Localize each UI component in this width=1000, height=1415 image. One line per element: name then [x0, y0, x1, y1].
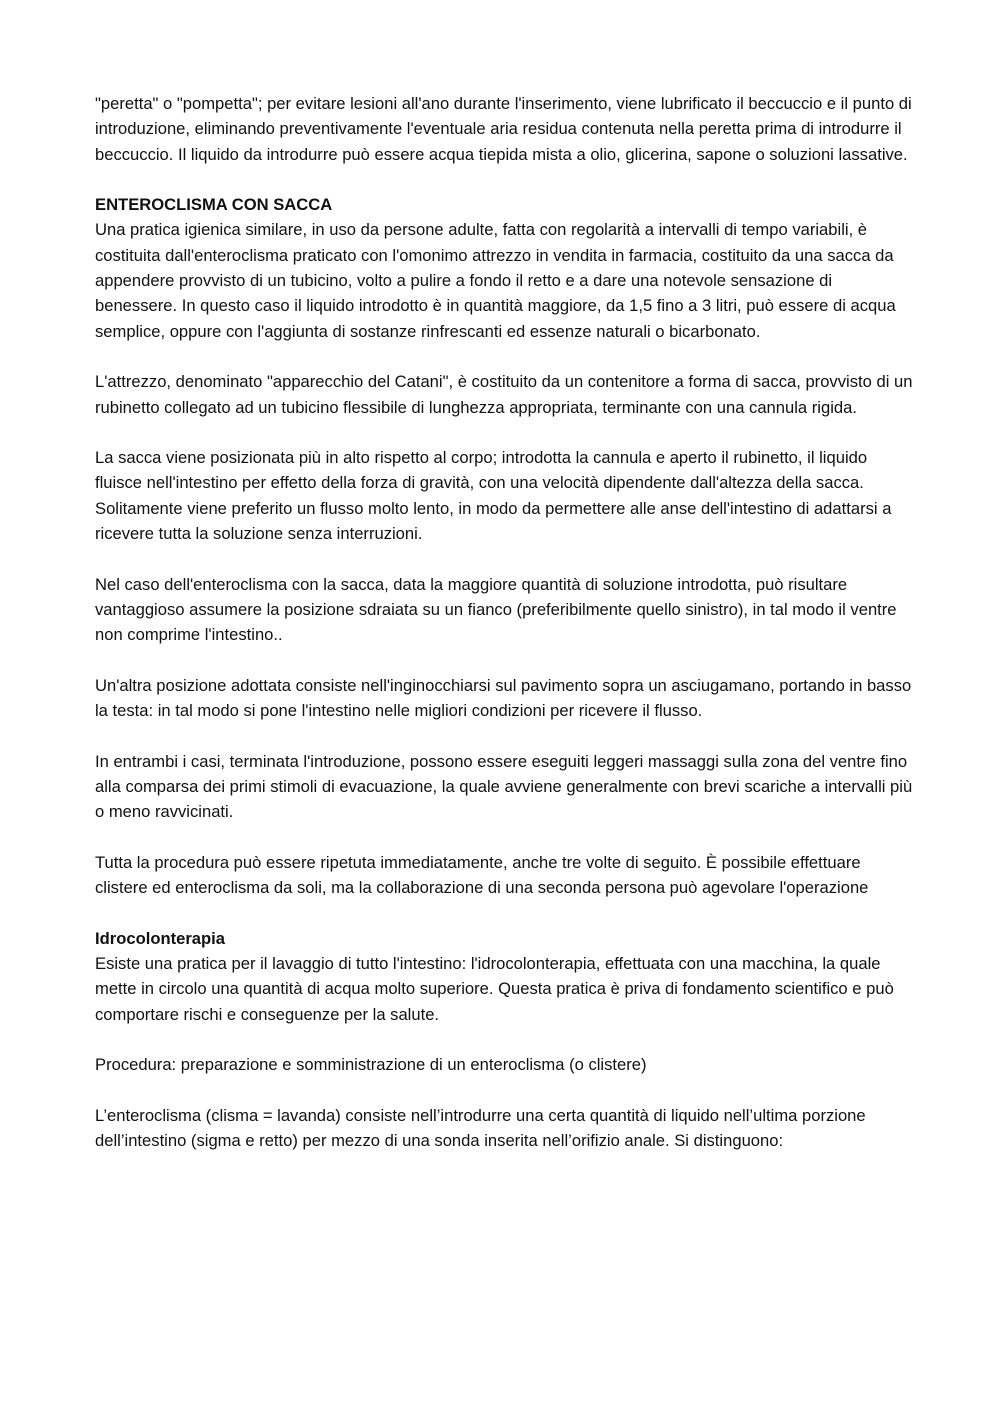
paragraph-block — [95, 673, 915, 724]
intro-paragraph: "peretta" o "pompetta"; per evitare lesioni all'ano durante l'inserimento, viene lubrificato il beccuccio e il punto di introduzione, eliminando preventivamente l'eventuale aria residua contenuta nella peretta prima di introdurre il beccuccio. Il liquido da introdurre può essere acqua tiepida mista a olio, glicerina, sapone o soluzioni lassative. — [95, 94, 912, 164]
section-heading-sacca: ENTEROCLISMA CON SACCA — [95, 195, 333, 215]
paragraph-sacca-1: Una pratica igienica similare, in uso da persone adulte, fatta con regolarità a intervalli di tempo variabili, è costituita dall'enteroclisma praticato con l'omonimo attrezzo in vendita in farmacia, costituito da una sacca da appendere provvisto di un tubicino, volto a pulire a fondo il retto e a dare una notevole sensazione di benessere. In questo caso il liquido introdotto è in quantità maggiore, da 1,5 fino a 3 litri, può essere di acqua semplice, oppure con l'aggiunta di sostanze rinfrescanti ed essenze naturali o bicarbonato. — [95, 220, 896, 341]
paragraph-block — [95, 749, 915, 825]
procedure-block — [95, 1052, 915, 1077]
paragraph-block — [95, 369, 915, 420]
paragraph-block — [95, 850, 915, 901]
paragraph-sacca-3: La sacca viene posizionata più in alto rispetto al corpo; introdotta la cannula e aperto il rubinetto, il liquido fluisce nell'intestino per effetto della forza di gravità, con una velocità dipendente dall'altezza della sacca. Solitamente viene preferito un flusso molto lento, in modo da permettere alle anse dell'intestino di adattarsi a ricevere tutta la soluzione senza interruzioni. — [95, 448, 892, 544]
paragraph-block — [95, 572, 915, 648]
paragraph-idro: Esiste una pratica per il lavaggio di tutto l'intestino: l'idrocolonterapia, effettuata con una macchina, la quale mette in circolo una quantità di acqua molto superiore. Questa pratica è priva di fondamento scientifico e può comportare rischi e conseguenze per la salute. — [95, 954, 894, 1024]
closing-block — [95, 1103, 915, 1154]
paragraph-sacca-7: Tutta la procedura può essere ripetuta immediatamente, anche tre volte di seguito. È possibile effettuare clistere ed enteroclisma da soli, ma la collaborazione di una seconda persona può agevolare l'operazione — [95, 852, 869, 898]
section-idro — [95, 926, 915, 1027]
paragraph-sacca-5: Un'altra posizione adottata consiste nell'inginocchiarsi sul pavimento sopra un asciugamano, portando in basso la testa: in tal modo si pone l'intestino nelle migliori condizioni per ricevere il flusso. — [95, 675, 912, 721]
section-heading-idro: Idrocolonterapia — [95, 928, 226, 948]
paragraph-sacca-4: Nel caso dell'enteroclisma con la sacca, data la maggiore quantità di soluzione introdotta, può risultare vantaggioso assumere la posizione sdraiata su un fianco (preferibilmente quello sinistro), in tal modo il ventre non comprime l'intestino.. — [95, 574, 897, 645]
section-sacca-intro — [95, 192, 915, 344]
closing-paragraph: L’enteroclisma (clisma = lavanda) consiste nell’introdurre una certa quantità di liquido nell’ultima porzione dell’intestino (sigma e retto) per mezzo di una sonda inserita nell’orifizio anale. Si distinguono: — [95, 1105, 866, 1151]
intro-block — [95, 91, 915, 167]
procedure-line: Procedura: preparazione e somministrazione di un enteroclisma (o clistere) — [95, 1055, 647, 1075]
paragraph-sacca-2: L'attrezzo, denominato "apparecchio del Catani", è costituito da un contenitore a forma di sacca, provvisto di un rubinetto collegato ad un tubicino flessibile di lunghezza appropriata, terminante con una cannula rigida. — [95, 372, 913, 417]
paragraph-block — [95, 445, 915, 546]
document-page — [95, 91, 915, 1179]
paragraph-sacca-6: In entrambi i casi, terminata l'introduzione, possono essere eseguiti leggeri massaggi sulla zona del ventre fino alla comparsa dei primi stimoli di evacuazione, la quale avviene generalmente con brevi scariche a intervalli più o meno ravvicinati. — [95, 751, 913, 822]
